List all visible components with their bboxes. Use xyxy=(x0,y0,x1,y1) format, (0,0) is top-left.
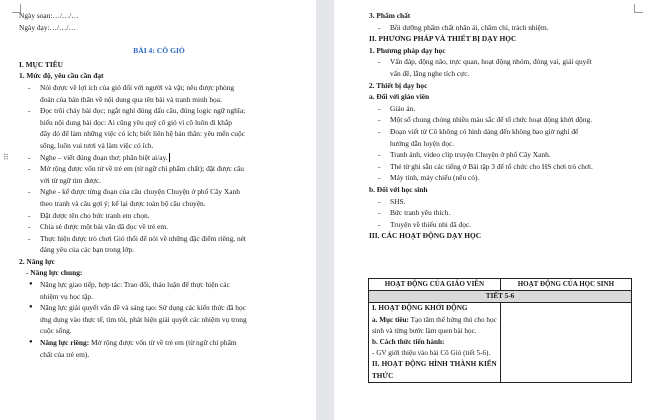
list-item: ⠿ - Nghe – viết đúng đoạn thơ; phân biệt ai/ay. xyxy=(3,152,168,162)
list-item: - Máy tính, máy chiếu (nếu có). xyxy=(378,173,480,183)
table-row xyxy=(369,303,632,382)
list-item: - Tranh ảnh, video clip truyện Chuyện ở phố Cây Xanh. xyxy=(378,150,551,160)
table-header-teacher: HOẠT ĐỘNG CỦA GIÁO VIÊN xyxy=(369,279,501,291)
subheading-equipment: 2. Thiết bị dạy học xyxy=(369,80,428,90)
list-item: - Nói được về lợi ích của gió đối với người và vật; nêu được phỏng đoán của bản thân về nội dung qua tên bài và tranh minh họa. xyxy=(28,82,235,104)
page-right-content[interactable] xyxy=(369,10,631,242)
drag-handle-icon[interactable]: ⠿ xyxy=(3,152,9,162)
date-prepared: Ngày soạn:…/…/… xyxy=(19,11,79,20)
list-item: - Đoạn viết từ Cô không có hình dáng đến không bao giờ nghỉ để hướng dẫn luyện đọc. xyxy=(378,126,579,148)
teacher-activity-cell[interactable]: I. HOẠT ĐỘNG KHỞI ĐỘNG a. Mục tiêu: Tạo tâm thế hứng thú cho học sinh và từng bước làm quen bài học. b. Cách thức tiến hành: - GV giới thiệu vào bài Cô Gió (tiết 5-6). II. HOẠT ĐỘNG HÌNH THÀNH KIẾN THỨC xyxy=(369,303,501,382)
list-item: - Chia sẻ được một bài văn đã đọc về trẻ em. xyxy=(28,222,168,232)
list-item: - Mở rộng được vốn từ về trẻ em (từ ngữ chỉ phẩm chất); đặt được câu với từ ngữ tìm được. xyxy=(28,164,244,185)
subheading-teaching-methods: 1. Phương pháp dạy học xyxy=(369,45,446,55)
subheading-requirements: 1. Mức độ, yêu cầu cần đạt xyxy=(19,71,104,81)
list-item: - Đọc trôi chảy bài đọc; ngắt nghỉ đúng dấu câu, đúng logic ngữ nghĩa; hiểu nội dung bài đọc: Ai cũng yêu quý cô gió vì cô luôn đi khắp đây đó để làm những việc có ích; biết liên hệ bản thân: yêu mến cuộc sống, luôn vui tươi và làm việc có ích. xyxy=(28,106,246,150)
subheading-teacher: a. Đối với giáo viên xyxy=(369,92,430,102)
page-corner-mark xyxy=(634,4,643,13)
list-item: - Bồi dưỡng phẩm chất nhân ái, chăm chỉ, trách nhiệm. xyxy=(378,22,549,32)
list-item: ● Năng lực riêng: Mở rộng được vốn từ về trẻ em (từ ngữ chỉ phẩm chất của trẻ em). xyxy=(29,338,237,359)
document-page-right[interactable] xyxy=(334,0,650,420)
subheading-student: b. Đối với học sinh xyxy=(369,184,428,194)
list-item: - Nghe - kể được từng đoạn của câu chuyện Chuyện ở phố Cây Xanh theo tranh và câu gợi ý; kể lại được toàn bộ câu chuyện. xyxy=(28,187,240,208)
student-activity-cell[interactable] xyxy=(500,303,631,382)
list-item: - Thẻ từ ghi sẵn các tiếng ở Bài tập 3 để tổ chức cho HS chơi trò chơi. xyxy=(378,161,593,171)
list-item: - Một số chong chóng nhiều màu sắc để tổ chức hoạt động khởi động. xyxy=(378,115,593,125)
general-capabilities-label: - Năng lực chung: xyxy=(26,268,83,278)
list-item: - SHS. xyxy=(378,196,406,206)
date-taught: Ngày dạy:…/…/… xyxy=(19,22,76,32)
list-item: - Giáo án. xyxy=(378,103,416,113)
list-item: - Vấn đáp, động não, trực quan, hoạt động nhóm, đóng vai, giải quyết vấn đề, lắng nghe tích cực. xyxy=(378,57,592,78)
list-item: - Đặt được tên cho bức tranh em chọn. xyxy=(28,210,150,220)
document-page-left[interactable] xyxy=(0,0,316,420)
page-left-content[interactable] xyxy=(3,10,299,360)
text-cursor xyxy=(169,153,170,162)
list-item: - Thực hiện được trò chơi Gió thổi để nói về những đặc điểm riêng, nét đáng yêu của các bạn trong lớp. xyxy=(28,233,246,255)
activities-table[interactable] xyxy=(368,278,632,383)
section-heading-objectives: I. MỤC TIÊU xyxy=(19,59,64,69)
subheading-qualities: 3. Phẩm chất xyxy=(369,11,411,20)
list-item: - Truyện về thiếu nhi đã đọc. xyxy=(378,219,472,229)
table-header-student: HOẠT ĐỘNG CỦA HỌC SINH xyxy=(500,279,631,291)
list-item: ● Năng lực giải quyết vấn đề và sáng tạo: Sử dụng các kiến thức đã học ứng dụng vào thực tế, tìm tòi, phát hiện giải quyết các nhiệm vụ trong cuộc sống. xyxy=(29,303,247,336)
lesson-title: BÀI 4: CÔ GIÓ xyxy=(133,46,185,56)
list-item: ● Năng lực giao tiếp, hợp tác: Trao đổi, thảo luận để thực hiện các nhiệm vụ học tập. xyxy=(29,280,230,301)
subheading-capabilities: 2. Năng lực xyxy=(19,256,55,266)
section-heading-activities: III. CÁC HOẠT ĐỘNG DẠY HỌC xyxy=(369,231,482,241)
list-item: - Bức tranh yêu thích. xyxy=(378,208,451,218)
lesson-period-row: TIẾT 5-6 xyxy=(369,291,632,303)
section-heading-methods: II. PHƯƠNG PHÁP VÀ THIẾT BỊ DẠY HỌC xyxy=(369,34,517,44)
